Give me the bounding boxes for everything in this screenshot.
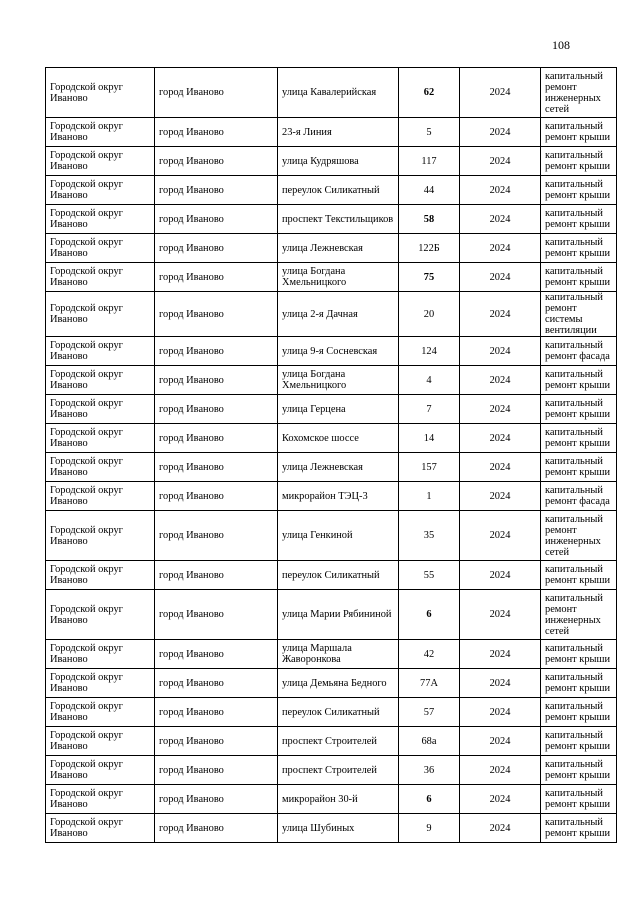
- district-cell: Городской округ Иваново: [46, 147, 155, 176]
- work-type-cell: капитальный ремонт инженерных сетей: [541, 590, 617, 640]
- city-cell: город Иваново: [155, 263, 278, 292]
- work-type-cell: капитальный ремонт крыши: [541, 727, 617, 756]
- street-cell: улица 2-я Дачная: [278, 292, 399, 337]
- city-cell: город Иваново: [155, 590, 278, 640]
- work-type-cell: капитальный ремонт крыши: [541, 366, 617, 395]
- work-type-cell: капитальный ремонт крыши: [541, 424, 617, 453]
- year-cell: 2024: [460, 453, 541, 482]
- district-cell: Городской округ Иваново: [46, 292, 155, 337]
- year-cell: 2024: [460, 511, 541, 561]
- work-type-cell: капитальный ремонт крыши: [541, 263, 617, 292]
- city-cell: город Иваново: [155, 814, 278, 843]
- work-type-cell: капитальный ремонт крыши: [541, 756, 617, 785]
- city-cell: город Иваново: [155, 756, 278, 785]
- street-cell: улица Богдана Хмельницкого: [278, 263, 399, 292]
- district-cell: Городской округ Иваново: [46, 68, 155, 118]
- table-row: [46, 727, 617, 756]
- work-type-cell: капитальный ремонт инженерных сетей: [541, 68, 617, 118]
- house-number-cell: 58: [399, 205, 460, 234]
- year-cell: 2024: [460, 147, 541, 176]
- table-row: [46, 366, 617, 395]
- street-cell: улица Герцена: [278, 395, 399, 424]
- table-row: [46, 118, 617, 147]
- house-number-cell: 122Б: [399, 234, 460, 263]
- year-cell: 2024: [460, 756, 541, 785]
- house-number-cell: 6: [399, 590, 460, 640]
- table-row: [46, 68, 617, 118]
- district-cell: Городской округ Иваново: [46, 669, 155, 698]
- street-cell: улица Генкиной: [278, 511, 399, 561]
- year-cell: 2024: [460, 424, 541, 453]
- year-cell: 2024: [460, 118, 541, 147]
- city-cell: город Иваново: [155, 337, 278, 366]
- street-cell: микрорайон 30-й: [278, 785, 399, 814]
- street-cell: 23-я Линия: [278, 118, 399, 147]
- street-cell: улица Маршала Жаворонкова: [278, 640, 399, 669]
- table-row: [46, 785, 617, 814]
- city-cell: город Иваново: [155, 482, 278, 511]
- house-number-cell: 124: [399, 337, 460, 366]
- year-cell: 2024: [460, 205, 541, 234]
- city-cell: город Иваново: [155, 234, 278, 263]
- district-cell: Городской округ Иваново: [46, 727, 155, 756]
- year-cell: 2024: [460, 590, 541, 640]
- year-cell: 2024: [460, 669, 541, 698]
- district-cell: Городской округ Иваново: [46, 424, 155, 453]
- year-cell: 2024: [460, 68, 541, 118]
- house-number-cell: 62: [399, 68, 460, 118]
- year-cell: 2024: [460, 234, 541, 263]
- district-cell: Городской округ Иваново: [46, 814, 155, 843]
- city-cell: город Иваново: [155, 640, 278, 669]
- street-cell: проспект Строителей: [278, 756, 399, 785]
- district-cell: Городской округ Иваново: [46, 337, 155, 366]
- house-number-cell: 75: [399, 263, 460, 292]
- year-cell: 2024: [460, 785, 541, 814]
- table-row: [46, 337, 617, 366]
- city-cell: город Иваново: [155, 292, 278, 337]
- city-cell: город Иваново: [155, 176, 278, 205]
- district-cell: Городской округ Иваново: [46, 756, 155, 785]
- district-cell: Городской округ Иваново: [46, 698, 155, 727]
- street-cell: улица Кудряшова: [278, 147, 399, 176]
- district-cell: Городской округ Иваново: [46, 395, 155, 424]
- city-cell: город Иваново: [155, 453, 278, 482]
- street-cell: улица 9-я Сосневская: [278, 337, 399, 366]
- house-number-cell: 42: [399, 640, 460, 669]
- year-cell: 2024: [460, 727, 541, 756]
- city-cell: город Иваново: [155, 698, 278, 727]
- table-row: [46, 205, 617, 234]
- work-type-cell: капитальный ремонт крыши: [541, 640, 617, 669]
- district-cell: Городской округ Иваново: [46, 234, 155, 263]
- table-row: [46, 263, 617, 292]
- street-cell: улица Лежневская: [278, 453, 399, 482]
- house-number-cell: 20: [399, 292, 460, 337]
- table-row: [46, 640, 617, 669]
- district-cell: Городской округ Иваново: [46, 561, 155, 590]
- year-cell: 2024: [460, 395, 541, 424]
- city-cell: город Иваново: [155, 424, 278, 453]
- register-body: [46, 68, 617, 843]
- page-number: 108: [552, 38, 570, 52]
- district-cell: Городской округ Иваново: [46, 640, 155, 669]
- street-cell: улица Шубиных: [278, 814, 399, 843]
- table-row: [46, 395, 617, 424]
- city-cell: город Иваново: [155, 68, 278, 118]
- year-cell: 2024: [460, 698, 541, 727]
- house-number-cell: 14: [399, 424, 460, 453]
- house-number-cell: 6: [399, 785, 460, 814]
- house-number-cell: 57: [399, 698, 460, 727]
- table-row: [46, 698, 617, 727]
- work-type-cell: капитальный ремонт крыши: [541, 234, 617, 263]
- house-number-cell: 9: [399, 814, 460, 843]
- year-cell: 2024: [460, 561, 541, 590]
- table-row: [46, 561, 617, 590]
- district-cell: Городской округ Иваново: [46, 118, 155, 147]
- city-cell: город Иваново: [155, 785, 278, 814]
- year-cell: 2024: [460, 640, 541, 669]
- city-cell: город Иваново: [155, 395, 278, 424]
- year-cell: 2024: [460, 263, 541, 292]
- work-type-cell: капитальный ремонт крыши: [541, 205, 617, 234]
- house-number-cell: 157: [399, 453, 460, 482]
- work-type-cell: капитальный ремонт крыши: [541, 395, 617, 424]
- district-cell: Городской округ Иваново: [46, 453, 155, 482]
- street-cell: улица Богдана Хмельницкого: [278, 366, 399, 395]
- year-cell: 2024: [460, 292, 541, 337]
- table-row: [46, 147, 617, 176]
- city-cell: город Иваново: [155, 147, 278, 176]
- street-cell: микрорайон ТЭЦ-3: [278, 482, 399, 511]
- table-row: [46, 482, 617, 511]
- street-cell: переулок Силикатный: [278, 176, 399, 205]
- district-cell: Городской округ Иваново: [46, 263, 155, 292]
- city-cell: город Иваново: [155, 669, 278, 698]
- district-cell: Городской округ Иваново: [46, 205, 155, 234]
- work-type-cell: капитальный ремонт крыши: [541, 785, 617, 814]
- work-type-cell: капитальный ремонт крыши: [541, 669, 617, 698]
- district-cell: Городской округ Иваново: [46, 590, 155, 640]
- street-cell: переулок Силикатный: [278, 561, 399, 590]
- district-cell: Городской округ Иваново: [46, 176, 155, 205]
- street-cell: улица Лежневская: [278, 234, 399, 263]
- year-cell: 2024: [460, 176, 541, 205]
- year-cell: 2024: [460, 337, 541, 366]
- work-type-cell: капитальный ремонт фасада: [541, 337, 617, 366]
- street-cell: проспект Строителей: [278, 727, 399, 756]
- district-cell: Городской округ Иваново: [46, 482, 155, 511]
- work-type-cell: капитальный ремонт системы вентиляции: [541, 292, 617, 337]
- work-type-cell: капитальный ремонт крыши: [541, 147, 617, 176]
- city-cell: город Иваново: [155, 727, 278, 756]
- house-number-cell: 4: [399, 366, 460, 395]
- table-row: [46, 814, 617, 843]
- street-cell: проспект Текстильщиков: [278, 205, 399, 234]
- street-cell: улица Кавалерийская: [278, 68, 399, 118]
- work-type-cell: капитальный ремонт крыши: [541, 561, 617, 590]
- street-cell: улица Марии Рябининой: [278, 590, 399, 640]
- house-number-cell: 35: [399, 511, 460, 561]
- house-number-cell: 36: [399, 756, 460, 785]
- house-number-cell: 5: [399, 118, 460, 147]
- table-row: [46, 234, 617, 263]
- work-type-cell: капитальный ремонт крыши: [541, 698, 617, 727]
- work-type-cell: капитальный ремонт крыши: [541, 453, 617, 482]
- table-row: [46, 511, 617, 561]
- house-number-cell: 1: [399, 482, 460, 511]
- work-type-cell: капитальный ремонт инженерных сетей: [541, 511, 617, 561]
- table-row: [46, 756, 617, 785]
- year-cell: 2024: [460, 366, 541, 395]
- repair-register-table: [45, 67, 617, 843]
- city-cell: город Иваново: [155, 366, 278, 395]
- year-cell: 2024: [460, 482, 541, 511]
- work-type-cell: капитальный ремонт фасада: [541, 482, 617, 511]
- work-type-cell: капитальный ремонт крыши: [541, 118, 617, 147]
- house-number-cell: 44: [399, 176, 460, 205]
- year-cell: 2024: [460, 814, 541, 843]
- table-row: [46, 176, 617, 205]
- street-cell: переулок Силикатный: [278, 698, 399, 727]
- work-type-cell: капитальный ремонт крыши: [541, 176, 617, 205]
- city-cell: город Иваново: [155, 511, 278, 561]
- district-cell: Городской округ Иваново: [46, 366, 155, 395]
- table-row: [46, 424, 617, 453]
- city-cell: город Иваново: [155, 561, 278, 590]
- house-number-cell: 77А: [399, 669, 460, 698]
- house-number-cell: 55: [399, 561, 460, 590]
- table-row: [46, 292, 617, 337]
- house-number-cell: 117: [399, 147, 460, 176]
- table-row: [46, 453, 617, 482]
- street-cell: Кохомское шоссе: [278, 424, 399, 453]
- house-number-cell: 68а: [399, 727, 460, 756]
- table-row: [46, 590, 617, 640]
- city-cell: город Иваново: [155, 118, 278, 147]
- city-cell: город Иваново: [155, 205, 278, 234]
- district-cell: Городской округ Иваново: [46, 511, 155, 561]
- house-number-cell: 7: [399, 395, 460, 424]
- work-type-cell: капитальный ремонт крыши: [541, 814, 617, 843]
- district-cell: Городской округ Иваново: [46, 785, 155, 814]
- street-cell: улица Демьяна Бедного: [278, 669, 399, 698]
- table-row: [46, 669, 617, 698]
